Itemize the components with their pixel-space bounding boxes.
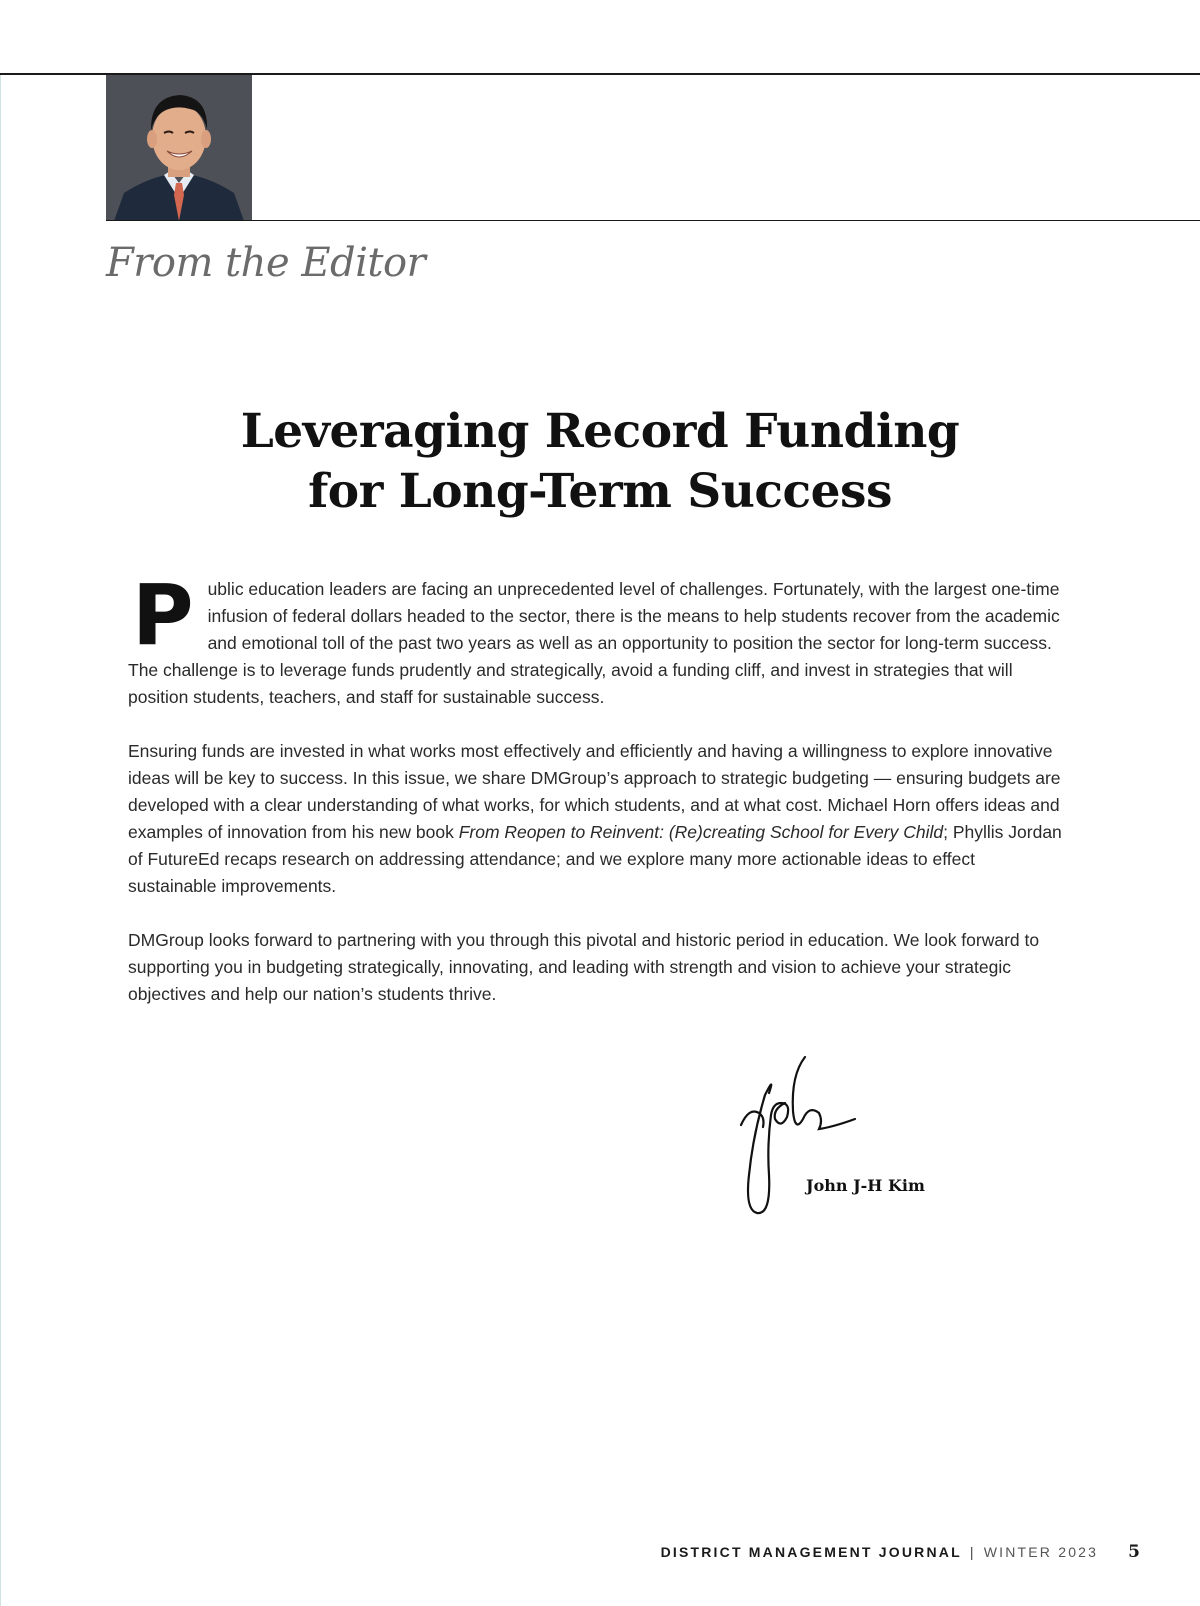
journal-name: DISTRICT MANAGEMENT JOURNAL xyxy=(660,1544,962,1560)
page-footer xyxy=(661,1542,1140,1562)
paragraph-2 xyxy=(128,738,1068,900)
article-body xyxy=(128,566,1068,1035)
section-label: From the Editor xyxy=(106,240,426,286)
paragraph-2-text-b: ; Phyllis Jordan of FutureEd recaps research on addressing attendance; and we explore many more actionable ideas to effect sustainable improvements. xyxy=(128,822,1062,896)
page-edge-line xyxy=(0,75,1,1606)
paragraph-3: DMGroup looks forward to partnering with you through this pivotal and historic period in education. We look forward to supporting you in budgeting strategically, innovating, and leading with strength and vision to achieve your strategic objectives and help our nation’s students thrive. xyxy=(128,930,1040,1004)
paragraph-2-text-a: Ensuring funds are invested in what works most effectively and efficiently and having a willingness to explore innovative ideas will be key to success. In this issue, we share DMGroup’s approach to strategic budgeting — ensuring budgets are developed with a clear understanding of what works, for which students, and at what cost. Michael Horn offers ideas and examples of innovation from his new book xyxy=(128,741,1061,842)
article-headline xyxy=(150,402,1050,522)
footer-separator: | xyxy=(969,1544,976,1560)
drop-cap: P xyxy=(132,566,194,664)
paragraph-1-text: ublic education leaders are facing an unprecedented level of challenges. Fortunately, with the largest one-time infusion of federal dollars headed to the sector, there is the means to help students recover from the academic and emotional toll of the past two years as well as an opportunity to position the sector for long-term success. The challenge is to leverage funds prudently and strategically, avoid a funding cliff, and invest in strategies that will position students, teachers, and staff for sustainable success. xyxy=(128,579,1060,707)
signer-name: John J-H Kim xyxy=(806,1176,925,1195)
photo-rule xyxy=(106,220,1200,221)
page-number: 5 xyxy=(1128,1542,1140,1562)
headline-line-2: for Long-Term Success xyxy=(308,464,892,519)
editor-portrait xyxy=(106,75,252,221)
book-title: From Reopen to Reinvent: (Re)creating School for Every Child xyxy=(458,822,944,842)
paragraph-1 xyxy=(128,566,1068,711)
issue-label: WINTER 2023 xyxy=(983,1544,1099,1560)
headline-line-1: Leveraging Record Funding xyxy=(240,404,960,459)
